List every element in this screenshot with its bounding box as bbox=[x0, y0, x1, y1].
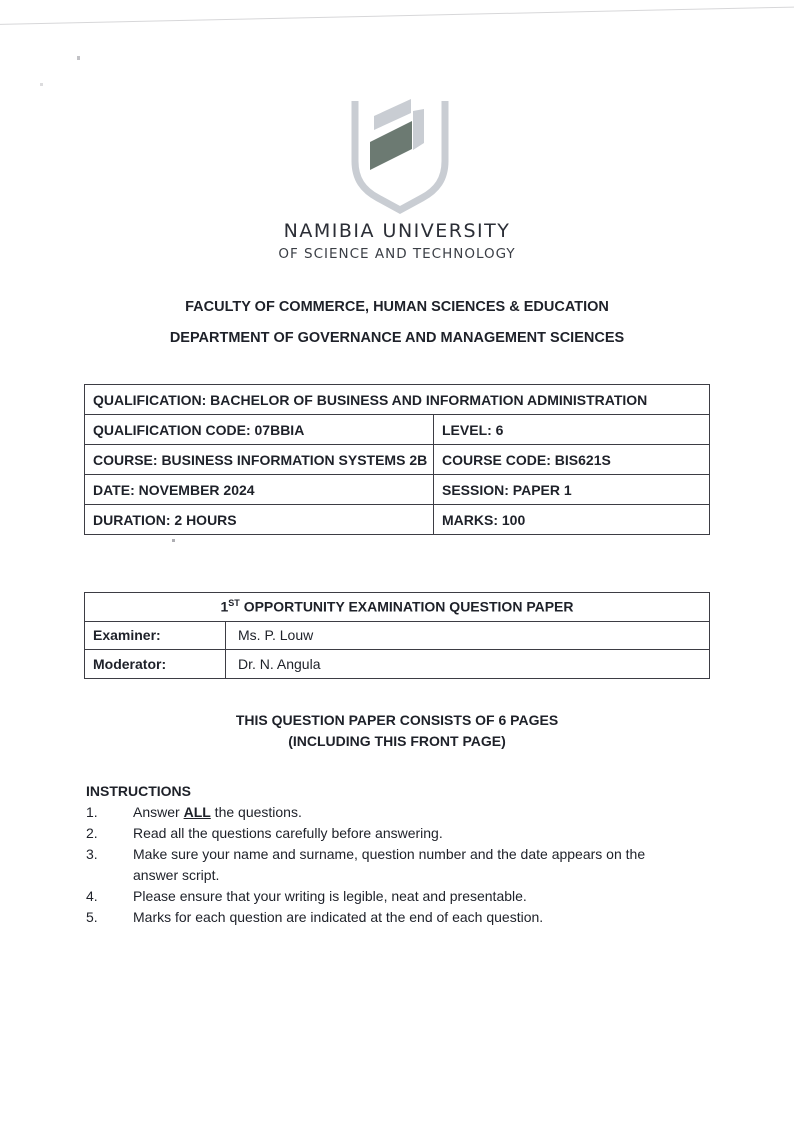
instruction-text: Read all the questions carefully before answering. bbox=[133, 825, 443, 841]
instructions-heading: INSTRUCTIONS bbox=[86, 783, 191, 799]
table-row bbox=[85, 475, 710, 505]
instruction-text bbox=[133, 802, 302, 823]
instruction-number: 1. bbox=[86, 804, 98, 820]
instruction-number: 3. bbox=[86, 846, 98, 862]
exam-paper-title bbox=[85, 593, 710, 622]
instruction-text-emphasis: ALL bbox=[183, 804, 211, 820]
duration-cell: DURATION: 2 HOURS bbox=[85, 505, 434, 535]
instruction-number: 4. bbox=[86, 888, 98, 904]
table-row bbox=[85, 385, 710, 415]
qualification-code-cell: QUALIFICATION CODE: 07BBIA bbox=[85, 415, 434, 445]
course-cell: COURSE: BUSINESS INFORMATION SYSTEMS 2B bbox=[85, 445, 434, 475]
instruction-text: Marks for each question are indicated at the end of each question. bbox=[133, 909, 544, 925]
scan-speck bbox=[77, 56, 80, 60]
instruction-item bbox=[86, 886, 726, 907]
course-code-cell: COURSE CODE: BIS621S bbox=[434, 445, 710, 475]
examiner-label: Examiner: bbox=[85, 621, 226, 650]
instruction-text-post: the questions. bbox=[210, 804, 302, 820]
page-count-line1: THIS QUESTION PAPER CONSISTS OF 6 PAGES bbox=[235, 712, 559, 728]
scan-speck bbox=[172, 539, 175, 542]
instruction-item bbox=[86, 823, 726, 844]
course-details-table bbox=[84, 384, 710, 535]
instruction-text: Please ensure that your writing is legible, neat and presentable. bbox=[133, 888, 527, 904]
instruction-number: 2. bbox=[86, 825, 98, 841]
marks-cell: MARKS: 100 bbox=[434, 505, 710, 535]
date-cell: DATE: NOVEMBER 2024 bbox=[85, 475, 434, 505]
instructions-section bbox=[86, 781, 726, 928]
title-number: 1 bbox=[220, 599, 229, 616]
nust-shield-logo-icon bbox=[347, 97, 453, 215]
instruction-item bbox=[86, 844, 726, 886]
session-cell: SESSION: PAPER 1 bbox=[434, 475, 710, 505]
table-row bbox=[85, 415, 710, 445]
moderator-label: Moderator: bbox=[85, 650, 226, 679]
table-row bbox=[85, 505, 710, 535]
table-row bbox=[85, 621, 710, 650]
university-tagline: OF SCIENCE AND TECHNOLOGY bbox=[278, 246, 516, 262]
scan-speck bbox=[40, 83, 43, 86]
title-ordinal-suffix: ST bbox=[228, 598, 240, 609]
title-text: OPPORTUNITY EXAMINATION QUESTION PAPER bbox=[239, 599, 574, 616]
university-name: NAMIBIA UNIVERSITY bbox=[283, 220, 511, 242]
moderator-name: Dr. N. Angula bbox=[226, 650, 710, 679]
table-row bbox=[85, 593, 710, 622]
examiner-name: Ms. P. Louw bbox=[226, 621, 710, 650]
level-cell: LEVEL: 6 bbox=[434, 415, 710, 445]
page-count-notice bbox=[0, 710, 794, 752]
faculty-title: FACULTY OF COMMERCE, HUMAN SCIENCES & EDUCATION bbox=[185, 299, 609, 315]
table-row bbox=[85, 650, 710, 679]
instruction-item bbox=[86, 907, 726, 928]
table-row bbox=[85, 445, 710, 475]
department-title: DEPARTMENT OF GOVERNANCE AND MANAGEMENT SCIENCES bbox=[169, 330, 625, 346]
instruction-item bbox=[86, 802, 726, 823]
page-count-line2: (INCLUDING THIS FRONT PAGE) bbox=[288, 733, 506, 749]
instruction-text: Make sure your name and surname, question number and the date appears on the answer script. bbox=[133, 846, 646, 883]
qualification-cell: QUALIFICATION: BACHELOR OF BUSINESS AND INFORMATION ADMINISTRATION bbox=[85, 385, 710, 415]
instruction-number: 5. bbox=[86, 909, 98, 925]
scan-artifact-line bbox=[0, 6, 794, 25]
examiner-table bbox=[84, 592, 710, 679]
instruction-text-pre: Answer bbox=[133, 804, 184, 820]
